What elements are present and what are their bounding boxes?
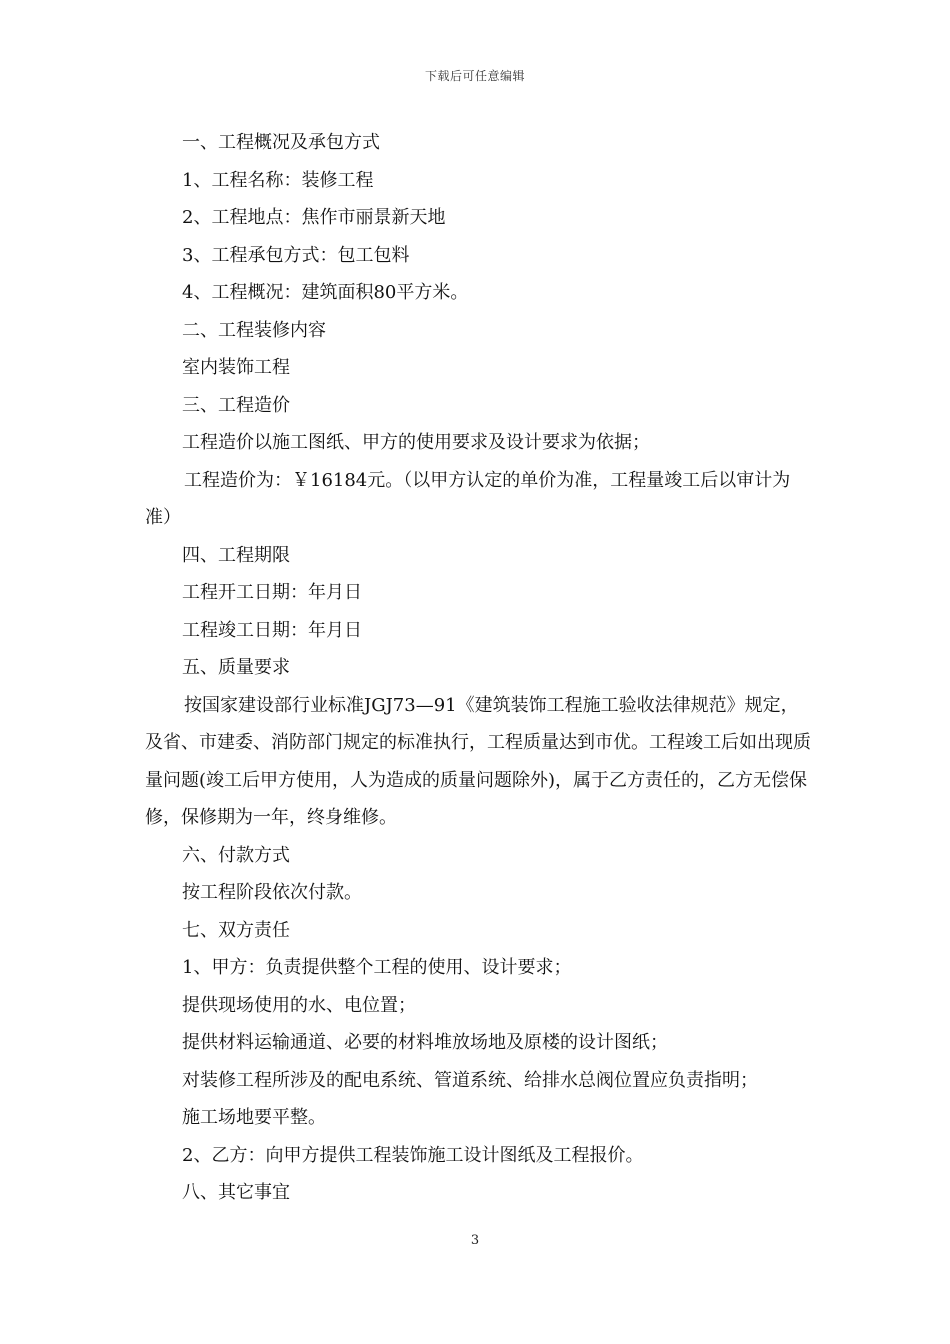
decoration-content: 室内装饰工程 (182, 357, 290, 378)
quality-paragraph: 按国家建设部行业标准JGJ73—91《建筑装饰工程施工验收法律规范》规定，及省、市建委、消防部门规定的标准执行，工程质量达到市优。工程竣工后如出现质量问题(竣工后甲方使用，人为造成的质量问题除外)，属于乙方责任的，乙方无偿保修，保修期为一年，终身维修。 (145, 694, 811, 828)
start-date: 工程开工日期：年月日 (182, 582, 362, 603)
payment-method: 按工程阶段依次付款。 (182, 882, 362, 903)
section-heading-5: 五、质量要求 (182, 657, 290, 678)
party-a-duty-5: 施工场地要平整。 (182, 1107, 326, 1128)
project-location: 2、工程地点：焦作市丽景新天地 (182, 207, 446, 228)
party-a-duty-2: 提供现场使用的水、电位置； (182, 994, 416, 1016)
page-header: 下载后可任意编辑 (424, 69, 525, 83)
party-a-duty-1: 1、甲方：负责提供整个工程的使用、设计要求； (182, 957, 572, 978)
project-overview: 4、工程概况：建筑面积80平方米。 (182, 282, 469, 303)
contract-method: 3、工程承包方式：包工包料 (182, 244, 410, 266)
section-heading-2: 二、工程装修内容 (182, 319, 326, 341)
cost-basis: 工程造价以施工图纸、甲方的使用要求及设计要求为依据； (182, 432, 650, 453)
section-heading-7: 七、双方责任 (182, 919, 290, 941)
party-b-duty: 2、乙方：向甲方提供工程装饰施工设计图纸及工程报价。 (182, 1144, 644, 1166)
page-number: 3 (470, 1233, 480, 1248)
project-name: 1、工程名称：装修工程 (182, 169, 374, 191)
party-a-duty-3: 提供材料运输通道、必要的材料堆放场地及原楼的设计图纸； (182, 1032, 668, 1053)
section-heading-4: 四、工程期限 (182, 544, 290, 566)
section-heading-3: 三、工程造价 (182, 394, 290, 416)
party-a-duty-4: 对装修工程所涉及的配电系统、管道系统、给排水总阀位置应负责指明； (182, 1069, 758, 1091)
section-heading-6: 六、付款方式 (182, 844, 290, 866)
document-body (145, 124, 815, 1212)
cost-amount-paragraph: 工程造价为：￥16184元。（以甲方认定的单价为准，工程量竣工后以审计为准） (145, 469, 791, 528)
section-heading-1: 一、工程概况及承包方式 (182, 132, 380, 153)
completion-date: 工程竣工日期：年月日 (182, 619, 362, 641)
section-heading-8: 八、其它事宜 (182, 1182, 290, 1203)
